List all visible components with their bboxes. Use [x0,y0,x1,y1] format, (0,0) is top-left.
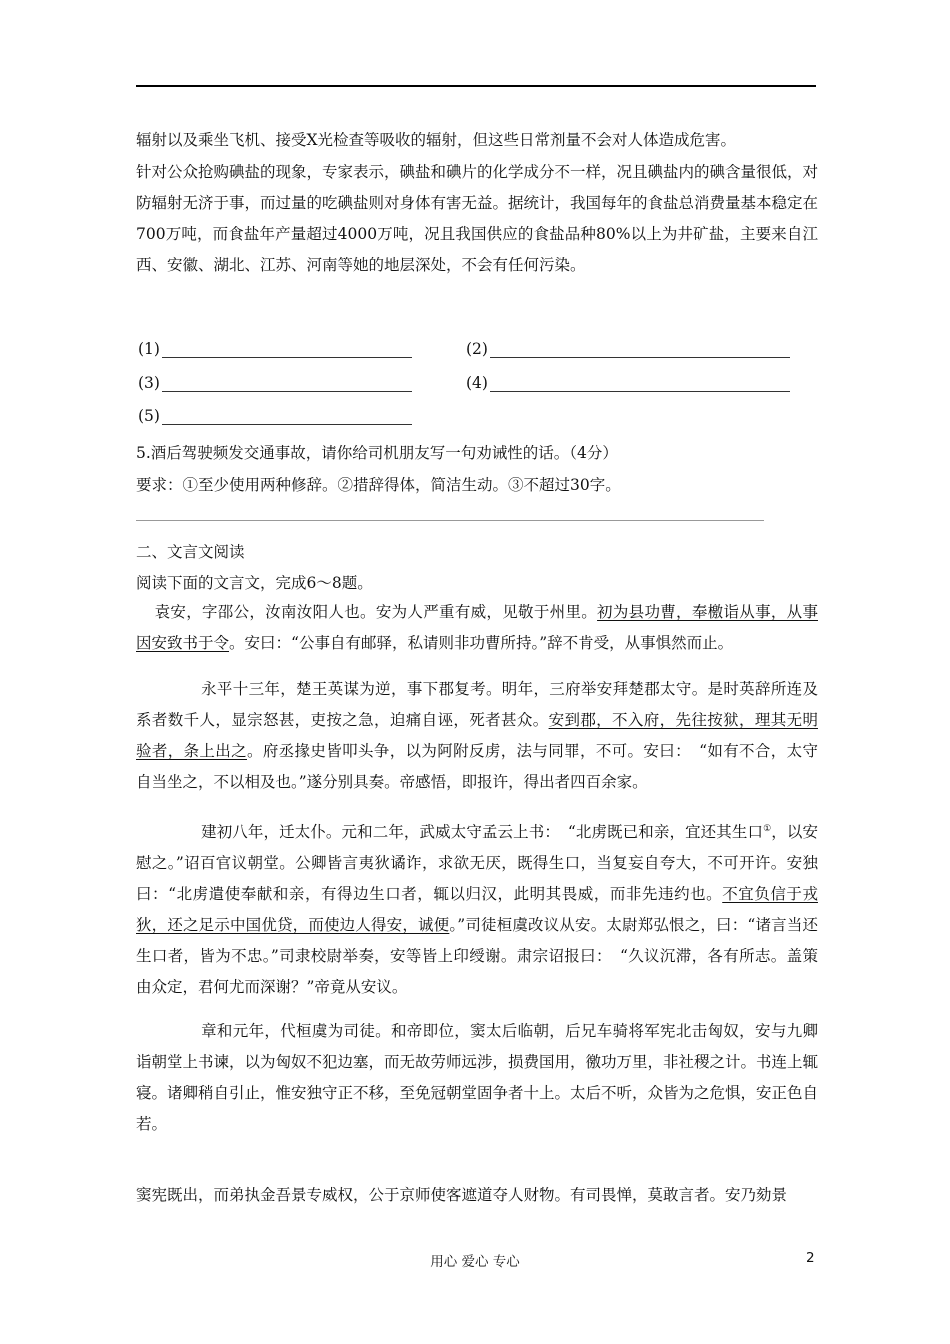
wenyan-paragraph-4: 章和元年，代桓虞为司徒。和帝即位，窦太后临朝，后兄车骑将军宪北击匈奴，安与九卿诣朝堂上书谏，以为匈奴不犯边塞，而无故劳师远涉，损费国用，徼功万里，非社稷之计。书连上辄寝。诸卿稍自引止，惟安独守正不移，至免冠朝堂固争者十上。太后不听，众皆为之危惧，安正色自若。 [136,1022,819,1133]
text-segment: 袁安，字邵公，汝南汝阳人也。安为人严重有威，见敬于州里。 [154,603,598,621]
blank-4[interactable] [466,374,790,392]
text-segment: 。”司徒桓虞改议从安。太尉郑弘恨之，曰：“诸言当还生口者，皆为不忠。”司隶校尉举奏，安等皆上印绶谢。肃宗诏报曰： “久议沉滞，各有所志。盖策由众定，君何尤而深谢？”帝竟从安议。 [136,916,818,997]
blank-underline [162,341,412,358]
text-segment: ，以安慰之。”诏百官议朝堂。公卿皆言夷狄谲诈，求欲无厌，既得生口，当复妄自夸大，不可开许。安独曰：“北虏遣使奉献和亲，有得边生口者，辄以归汉，此明其畏威，而非先违约也。 [136,823,818,904]
text-segment: 建初八年，迁太仆。元和二年，武威太守孟云上书： “北虏既已和亲，宜还其生口 [201,823,764,842]
footer-text: 用心 爱心 专心 [430,1254,520,1270]
blank-label: (4) [466,374,488,392]
text-segment: 永平十三年，楚王英谋为逆，事下郡复考。明年，三府举安拜楚郡太守。是时英辞所连及系者数千人，显宗怒甚，吏按之急，迫痛自诬，死者甚众。 [136,680,818,729]
footnote-marker: ① [763,824,772,834]
underlined-sentence-2: 安到郡，不入府，先往按狱，理其无明验者，条上出之 [136,711,818,760]
paragraph-salt: 针对公众抢购碘盐的现象，专家表示，碘盐和碘片的化学成分不一样，况且碘盐内的碘含量很低，对防辐射无济于事，而过量的吃碘盐则对身体有害无益。据统计，我国每年的食盐总消费量基本稳定在700万吨，而食盐年产量超过4000万吨，况且我国供应的食盐品种80%以上为井矿盐，主要来自江西、安徽、湖北、江苏、河南等她的地层深处，不会有任何污染。 [136,163,819,274]
blank-label: (1) [138,340,160,358]
page-number: 2 [806,1250,815,1266]
blank-3[interactable] [138,374,412,392]
blank-underline [162,375,412,392]
wenyan-paragraph-2 [136,674,818,798]
section-heading: 二、文言文阅读 [136,543,245,561]
wenyan-paragraph-3 [136,814,818,1003]
blank-label: (5) [138,407,160,425]
wenyan-paragraph-5: 窦宪既出，而弟执金吾景专威权，公于京师使客遮道夺人财物。有司畏惮，莫敢言者。安乃劾景 [136,1186,788,1204]
underlined-sentence-3: 不宜负信于戎狄，还之足示中国优贷，而使边人得安，诚便 [136,885,818,935]
blank-label: (2) [466,340,488,358]
text-line: 辐射以及乘坐飞机、接受X光检查等吸收的辐射，但这些日常剂量不会对人体造成危害。 [136,131,737,149]
wenyan-paragraph-1 [136,597,818,659]
blank-underline [490,341,790,358]
text-segment: 。安曰：“公事自有邮驿，私请则非功曹所持。”辞不肯受，从事惧然而止。 [229,634,734,652]
header-rule [136,85,816,87]
section-intro: 阅读下面的文言文，完成6～8题。 [136,574,373,592]
answer-line[interactable] [136,520,764,521]
blank-5[interactable] [138,407,412,425]
text-segment: 。府丞掾史皆叩头争，以为阿附反虏，法与同罪，不可。安曰： “如有不合，太守自当坐之，不以相及也。”遂分别具奏。帝感悟，即报许，得出者四百余家。 [136,742,818,791]
blank-2[interactable] [466,340,790,358]
blank-label: (3) [138,374,160,392]
blank-1[interactable] [138,340,412,358]
question-5-requirements: 要求：①至少使用两种修辞。②措辞得体，简洁生动。③不超过30字。 [136,476,621,494]
blank-underline [162,408,412,425]
question-5-title: 5.酒后驾驶频发交通事故，请你给司机朋友写一句劝诫性的话。（4分） [136,444,618,462]
underlined-sentence-1: 初为县功曹，奉檄诣从事，从事因安致书于令 [136,603,818,652]
blank-underline [490,375,790,392]
